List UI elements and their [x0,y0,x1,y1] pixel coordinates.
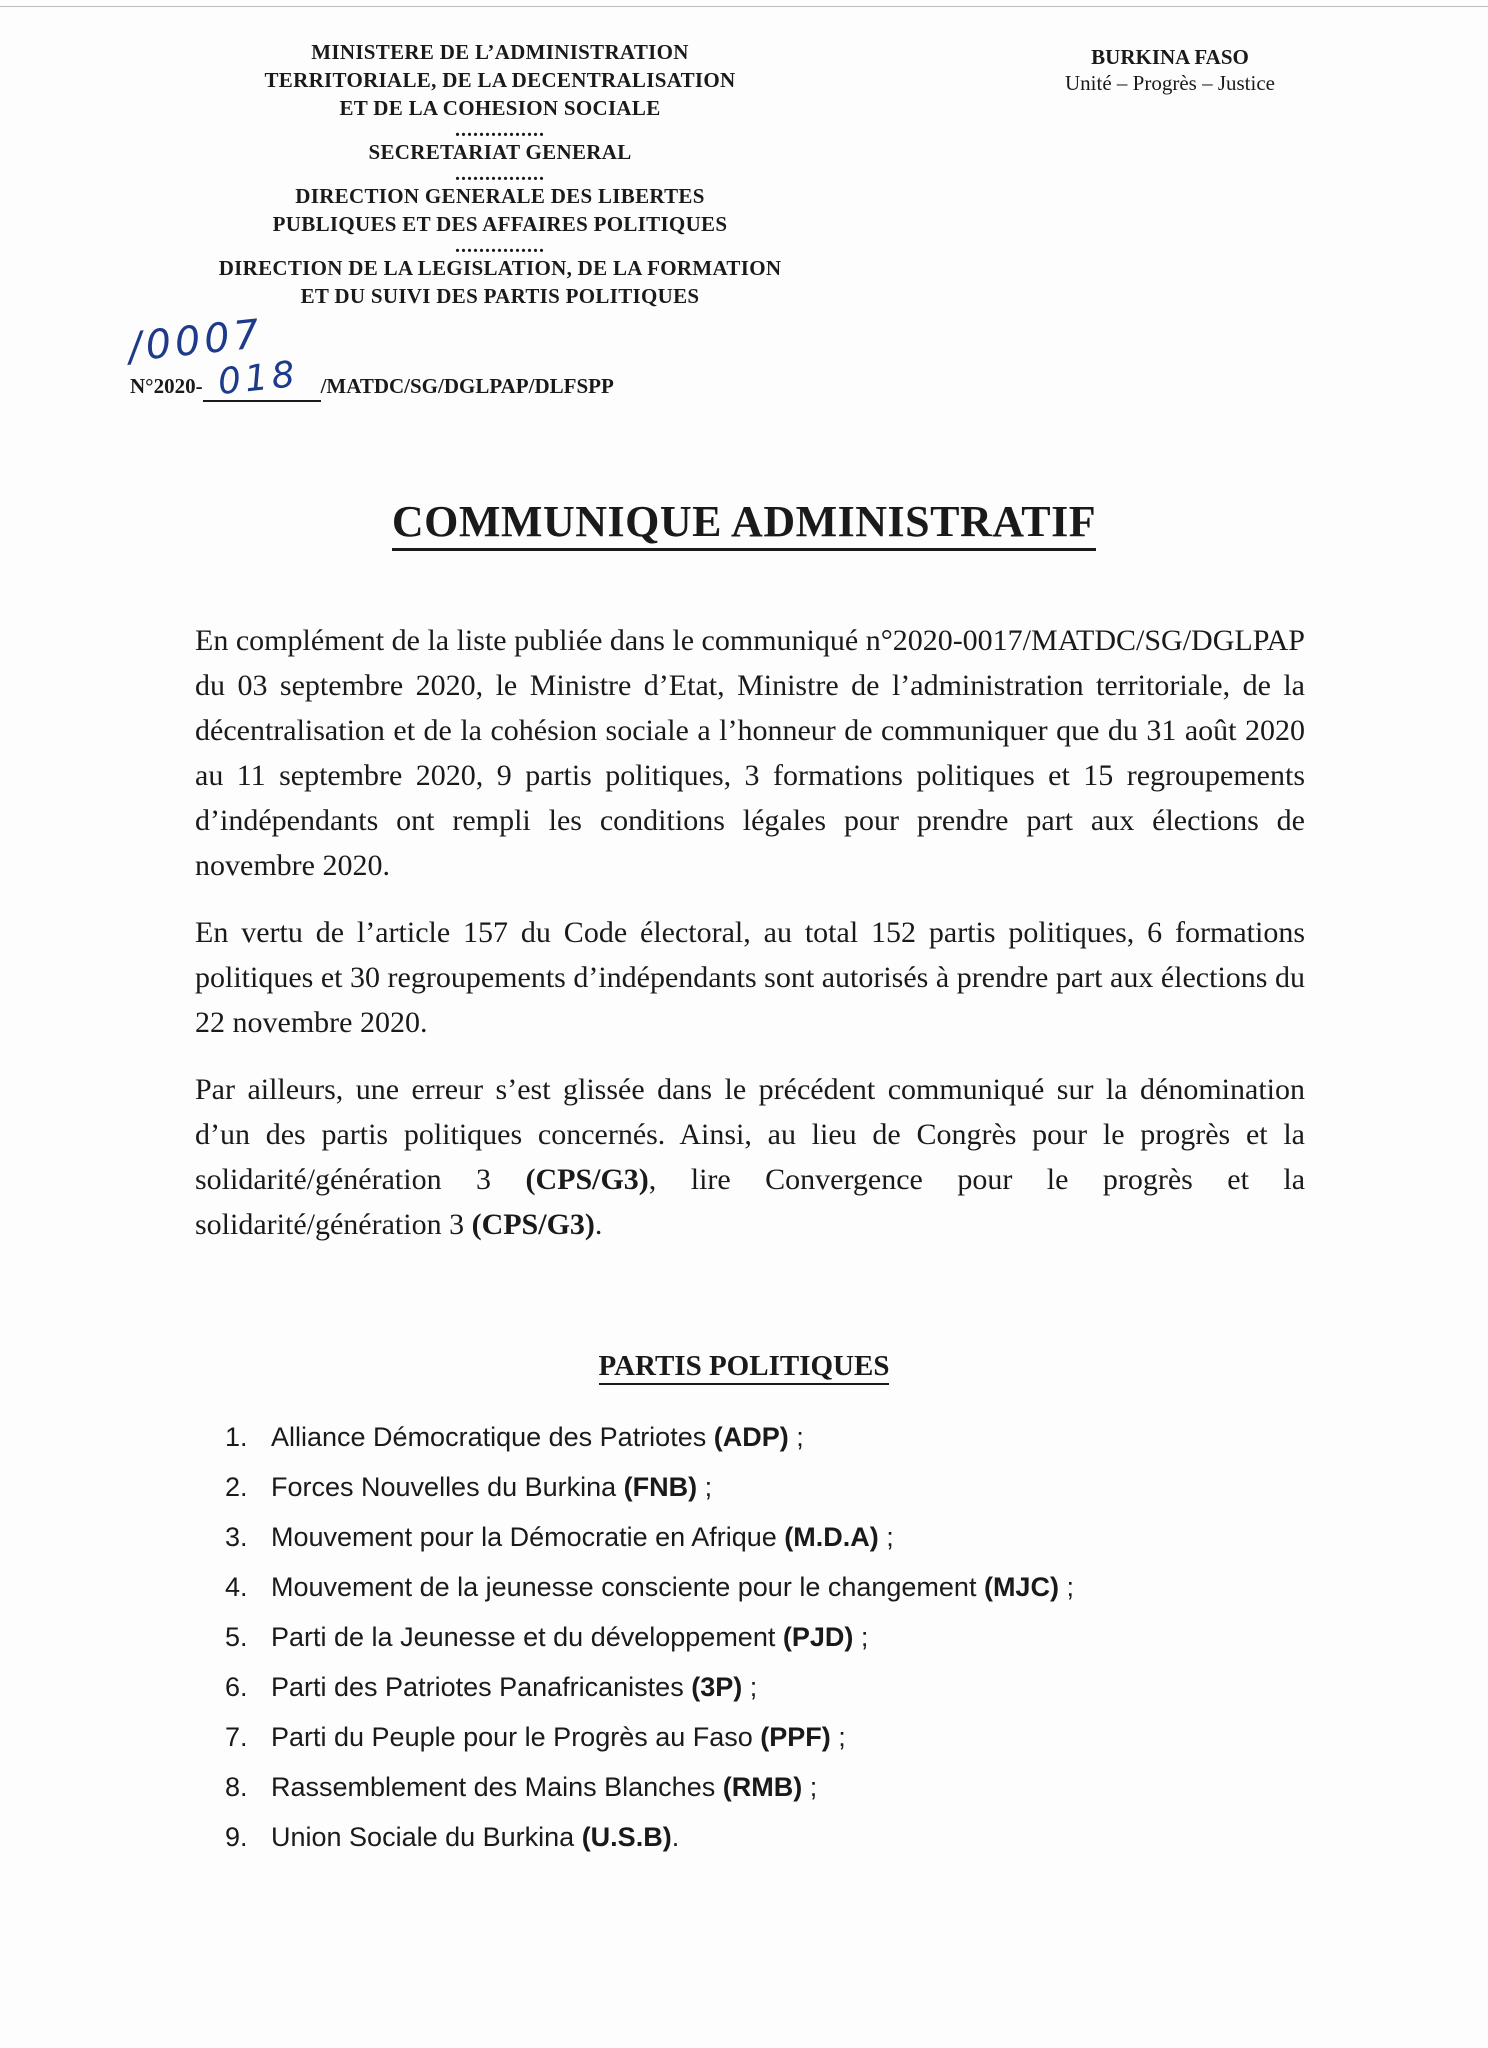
separator-dots: ............... [455,163,545,185]
paragraph-3-text: Par ailleurs, une erreur s’est glissée dans le précédent communiqué sur la dénomination d’un des partis politiques concernés. Ainsi, au lieu de Congrès pour le progrès et la solidarité/génération 3 [195,1073,1305,1196]
reference-prefix: N°2020- [130,374,203,398]
item-end: ; [853,1622,869,1652]
item-end: ; [697,1472,713,1502]
item-number: 6. [225,1672,248,1702]
ministry-line: TERRITORIALE, DE LA DECENTRALISATION [264,68,736,92]
ministry-header [190,38,810,310]
ministry-line: ET DE LA COHESION SOCIALE [339,96,661,120]
list-item [225,1612,1225,1662]
list-item [225,1512,1225,1562]
item-number: 4. [225,1572,248,1602]
paragraph-3-text: . [594,1208,603,1241]
country-name: BURKINA FASO [1091,45,1249,69]
paragraph-3 [195,1067,1305,1247]
list-item [225,1462,1225,1512]
scan-edge-line [0,6,1488,7]
item-end: ; [788,1422,804,1452]
direction-generale-line: PUBLIQUES ET DES AFFAIRES POLITIQUES [272,212,728,236]
item-end: ; [1058,1572,1074,1602]
item-end: ; [742,1672,758,1702]
party-name: Mouvement de la jeunesse consciente pour le changement [271,1572,984,1602]
list-item [225,1812,1225,1862]
secretariat-line: SECRETARIAT GENERAL [368,140,632,164]
direction-line: ET DU SUIVI DES PARTIS POLITIQUES [300,284,700,308]
item-number: 8. [225,1772,248,1802]
handwritten-number: 018 [216,353,301,404]
party-abbreviation: (ADP) [713,1422,789,1452]
item-number: 3. [225,1522,248,1552]
party-abbreviation: (3P) [691,1672,743,1702]
item-number: 7. [225,1722,248,1752]
item-number: 9. [225,1822,248,1852]
communique-body [195,618,1305,1269]
paragraph-3-text: , lire Convergence pour le progrès et la solidarité/génération 3 [195,1163,1306,1241]
item-number: 2. [225,1472,248,1502]
party-abbreviation: (U.S.B) [581,1822,672,1852]
section-heading-text: PARTIS POLITIQUES [599,1350,890,1385]
party-name: Parti des Patriotes Panafricanistes [271,1672,692,1702]
party-name: Union Sociale du Burkina [271,1822,582,1852]
ministry-line: MINISTERE DE L’ADMINISTRATION [311,40,689,64]
country-header [1020,44,1320,96]
party-name: Mouvement pour la Démocratie en Afrique [271,1522,785,1552]
national-motto: Unité – Progrès – Justice [1065,71,1275,95]
item-number: 1. [225,1422,248,1452]
item-number: 5. [225,1622,248,1652]
party-abbreviation: (PPF) [760,1722,831,1752]
list-item [225,1712,1225,1762]
paragraph-2: En vertu de l’article 157 du Code électoral, au total 152 partis politiques, 6 formations politiques et 30 regroupements d’indépendants sont autorisés à prendre part aux élections du 22 novembre 2020. [195,916,1305,1039]
party-abbreviation: (RMB) [722,1772,803,1802]
item-end: . [671,1822,680,1852]
abbreviation: (CPS/G3) [525,1163,649,1196]
item-end: ; [878,1522,894,1552]
reference-suffix: /MATDC/SG/DGLPAP/DLFSPP [320,374,614,398]
direction-line: DIRECTION DE LA LEGISLATION, DE LA FORMATION [218,256,782,280]
reference-number [130,372,614,400]
party-name: Parti de la Jeunesse et du développement [271,1622,783,1652]
party-name: Alliance Démocratique des Patriotes [271,1422,714,1452]
party-name: Forces Nouvelles du Burkina [271,1472,624,1502]
document-title-text: COMMUNIQUE ADMINISTRATIF [392,497,1096,551]
list-item [225,1762,1225,1812]
party-name: Rassemblement des Mains Blanches [271,1772,723,1802]
handwritten-number-top: /0007 [125,311,266,371]
item-end: ; [802,1772,818,1802]
section-heading [0,1350,1488,1383]
separator-dots: ............... [455,235,545,257]
party-abbreviation: (PJD) [782,1622,854,1652]
paragraph-1: En complément de la liste publiée dans le communiqué n°2020-0017/MATDC/SG/DGLPAP du 03 septembre 2020, le Ministre d’Etat, Ministre de l’administration territoriale, de la décentralisation et de la cohésion sociale a l’honneur de communiquer que du 31 août 2020 au 11 septembre 2020, 9 partis politiques, 3 formations politiques et 15 regroupements d’indépendants ont rempli les conditions légales pour prendre part aux élections de novembre 2020. [195,624,1305,882]
list-item [225,1412,1225,1462]
direction-generale-line: DIRECTION GENERALE DES LIBERTES [295,184,705,208]
party-abbreviation: (FNB) [623,1472,698,1502]
document-title [0,496,1488,547]
parties-list [225,1412,1225,1862]
abbreviation: (CPS/G3) [471,1208,595,1241]
party-name: Parti du Peuple pour le Progrès au Faso [271,1722,761,1752]
list-item [225,1662,1225,1712]
list-item [225,1562,1225,1612]
separator-dots: ............... [455,119,545,141]
party-abbreviation: (M.D.A) [784,1522,879,1552]
item-end: ; [830,1722,846,1752]
party-abbreviation: (MJC) [983,1572,1059,1602]
